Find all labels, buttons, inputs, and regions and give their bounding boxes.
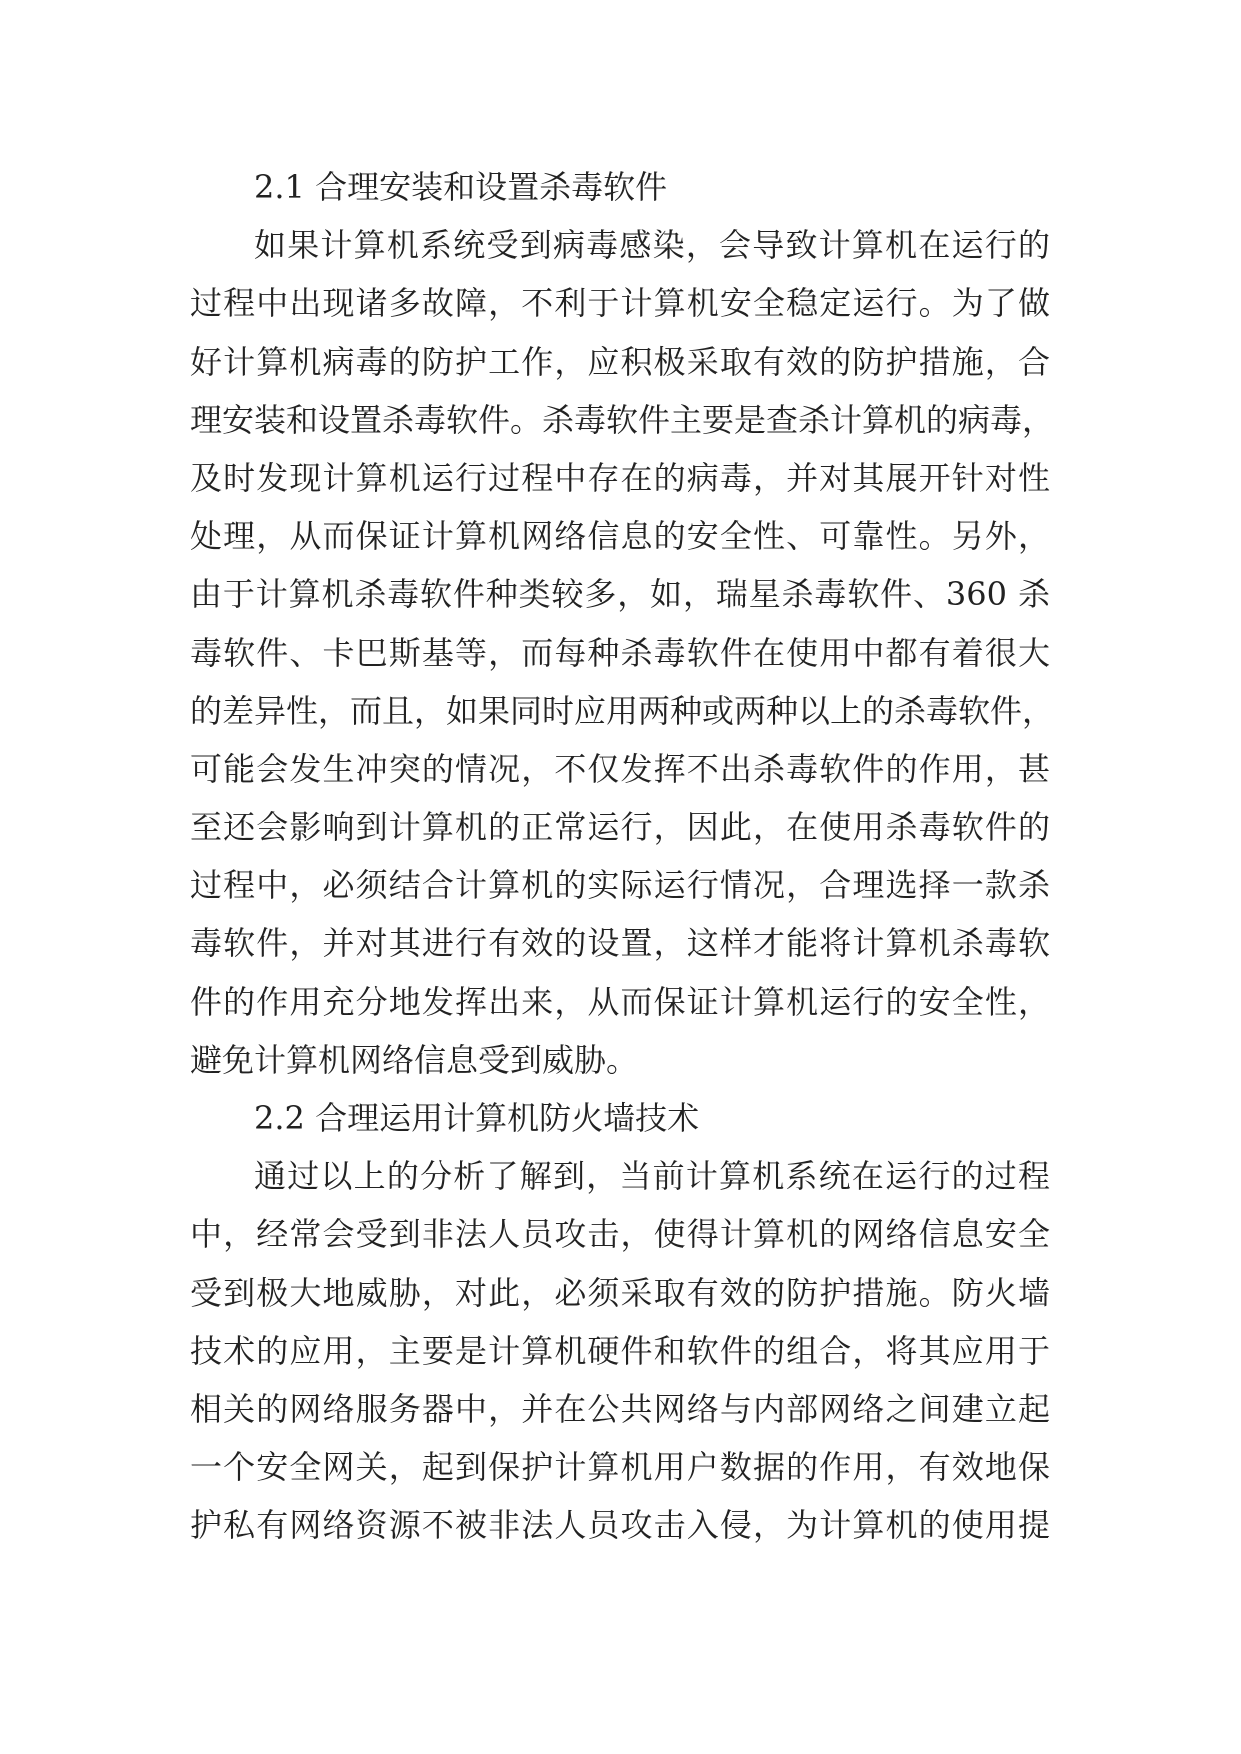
paragraph-line: 件的作用充分地发挥出来，从而保证计算机运行的安全性， <box>190 982 1050 1021</box>
paragraph-line: 中，经常会受到非法人员攻击，使得计算机的网络信息安全 <box>190 1215 1050 1254</box>
paragraph-line: 理安装和设置杀毒软件。杀毒软件主要是查杀计算机的病毒， <box>190 400 1055 439</box>
section-heading: 2.1 合理安装和设置杀毒软件 <box>254 168 668 206</box>
paragraph-line: 如果计算机系统受到病毒感染，会导致计算机在运行的 <box>254 226 1050 265</box>
paragraph-line: 过程中，必须结合计算机的实际运行情况，合理选择一款杀 <box>190 866 1050 905</box>
paragraph-line: 通过以上的分析了解到，当前计算机系统在运行的过程 <box>254 1157 1050 1196</box>
paragraph-line: 好计算机病毒的防护工作，应积极采取有效的防护措施，合 <box>190 342 1050 381</box>
paragraph-line: 至还会影响到计算机的正常运行，因此，在使用杀毒软件的 <box>190 808 1050 847</box>
paragraph-line: 一个安全网关，起到保护计算机用户数据的作用，有效地保 <box>190 1448 1050 1487</box>
section-heading: 2.2 合理运用计算机防火墙技术 <box>254 1099 700 1137</box>
paragraph-line: 毒软件、卡巴斯基等，而每种杀毒软件在使用中都有着很大 <box>190 633 1050 672</box>
paragraph-line: 避免计算机网络信息受到威胁。 <box>190 1040 639 1079</box>
paragraph-line: 可能会发生冲突的情况，不仅发挥不出杀毒软件的作用，甚 <box>190 749 1050 788</box>
paragraph-line: 毒软件，并对其进行有效的设置，这样才能将计算机杀毒软 <box>190 924 1050 963</box>
paragraph-line: 受到极大地威胁，对此，必须采取有效的防护措施。防火墙 <box>190 1273 1050 1312</box>
paragraph-line: 过程中出现诸多故障，不利于计算机安全稳定运行。为了做 <box>190 284 1050 323</box>
paragraph-line: 技术的应用，主要是计算机硬件和软件的组合，将其应用于 <box>190 1331 1050 1370</box>
paragraph-line: 由于计算机杀毒软件种类较多，如，瑞星杀毒软件、360 杀 <box>190 575 1050 614</box>
paragraph-line: 相关的网络服务器中，并在公共网络与内部网络之间建立起 <box>190 1389 1050 1428</box>
paragraph-line: 的差异性，而且，如果同时应用两种或两种以上的杀毒软件， <box>190 691 1055 730</box>
paragraph-line: 及时发现计算机运行过程中存在的病毒，并对其展开针对性 <box>190 458 1050 497</box>
paragraph-line: 护私有网络资源不被非法人员攻击入侵，为计算机的使用提 <box>190 1506 1050 1545</box>
paragraph-line: 处理，从而保证计算机网络信息的安全性、可靠性。另外， <box>190 517 1050 556</box>
document-body <box>190 158 1055 1555</box>
